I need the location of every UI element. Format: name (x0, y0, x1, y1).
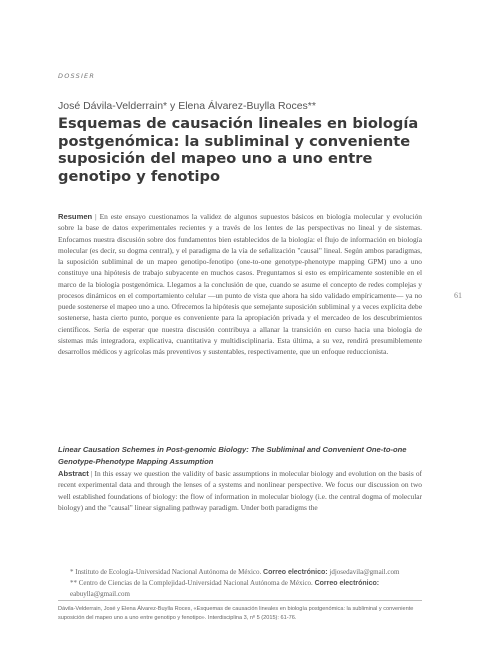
footnote-1-email[interactable]: jdjosedavila@gmail.com (327, 568, 400, 576)
authors: José Dávila-Velderrain* y Elena Álvarez-Buylla Roces** (58, 100, 316, 112)
abstract-text: In this essay we question the validity of basic assumptions in molecular biology and evolution on the basis of recent experimental data and through the lenses of a systems and nonlinear perspective. We focus our discussion on two well established foundations of biology: the flow of information in molecular biology (i.e. the central dogma of molecular biology) and the "causal" linear signaling pathway paradigm. Under both paradigms the (58, 469, 422, 512)
resumen-label: Resumen (58, 212, 93, 221)
abstract-label: Abstract (58, 469, 89, 478)
footnotes (70, 567, 422, 599)
footnote-2-text: ** Centro de Ciencias de la Complejidad-Universidad Nacional Autónoma de México. (70, 579, 315, 587)
footnote-1-email-label: Correo electrónico: (263, 569, 328, 576)
english-title: Linear Causation Schemes in Post-genomic Biology: The Subliminal and Convenient One-to-one Genotype-Phenotype Mapping Assumption (58, 445, 407, 466)
citation: Dávila-Velderrain, José y Elena Álvarez-Buylla Roces, «Esquemas de causación lineales en biología postgenómica: la subliminal y conveniente suposición del mapeo uno a uno entre genotipo y fenotipo». Interdisciplina 3, nº 5 (2015): 61-76. (58, 606, 414, 621)
resumen-separator: | (92, 212, 100, 221)
abstract-separator: | (88, 469, 95, 478)
page-number: 61 (454, 291, 462, 300)
resumen-text: En este ensayo cuestionamos la validez de algunos supuestos básicos en biología molecular y evolución sobre la base de datos experimentales recientes y a través de los lentes de las perspectivas no lineal y de sistemas. Enfocamos nuestra discusión sobre dos fundamentos bien establecidos de la biología: el flujo de información en biología molecular (es decir, su dogma central), y el paradigma de la vía de señalización "causal" lineal. Según ambos paradigmas, la suposición subliminal de un mapeo genotipo-fenotipo (one-to-one genotype-phenotype mapping GPM) uno a uno constituye una hipótesis de trabajo subyacente en muchos casos. Preguntamos si esto es empíricamente sostenible en el marco de la biología postgenómica. Llegamos a la conclusión de que, cuando se asume el concepto de redes complejas y procesos dinámicos en el comportamiento celular —un punto de vista que ahora ha sido validado empíricamente— ya no puede sostenerse el mapeo uno a uno. Ofrecemos la hipótesis que semejante suposición subliminal y a veces explícita debe sostenerse, hasta cierto punto, porque es conveniente para la apropiación privada y el mercadeo de los descubrimientos científicos. Sería de esperar que nuestra discusión contribuya a allanar la transición en curso hacia una biología de sistemas más integradora, explicativa, cuantitativa y multidisciplinaria. Esta última, a su vez, rendirá presumiblemente desarrollos médicos y agrícolas más preventivos y sustentables, respectivamente, que un enfoque reduccionista. (58, 212, 422, 356)
section-label: DOSSIER (58, 72, 96, 80)
abstract-paragraph (58, 468, 422, 558)
footnote-2 (70, 578, 422, 599)
article-title: Esquemas de causación lineales en biología postgenómica: la subliminal y conveniente suposición del mapeo uno a uno entre genotipo y fenotipo (58, 115, 419, 185)
citation-divider (58, 600, 422, 601)
footnote-2-email[interactable]: eabuylla@gmail.com (70, 590, 130, 598)
footnote-2-email-label: Correo electrónico: (314, 580, 380, 587)
footnote-1 (70, 567, 422, 578)
footnote-1-text: * Instituto de Ecología-Universidad Nacional Autónoma de México. (70, 568, 264, 576)
resumen-paragraph (58, 211, 422, 425)
